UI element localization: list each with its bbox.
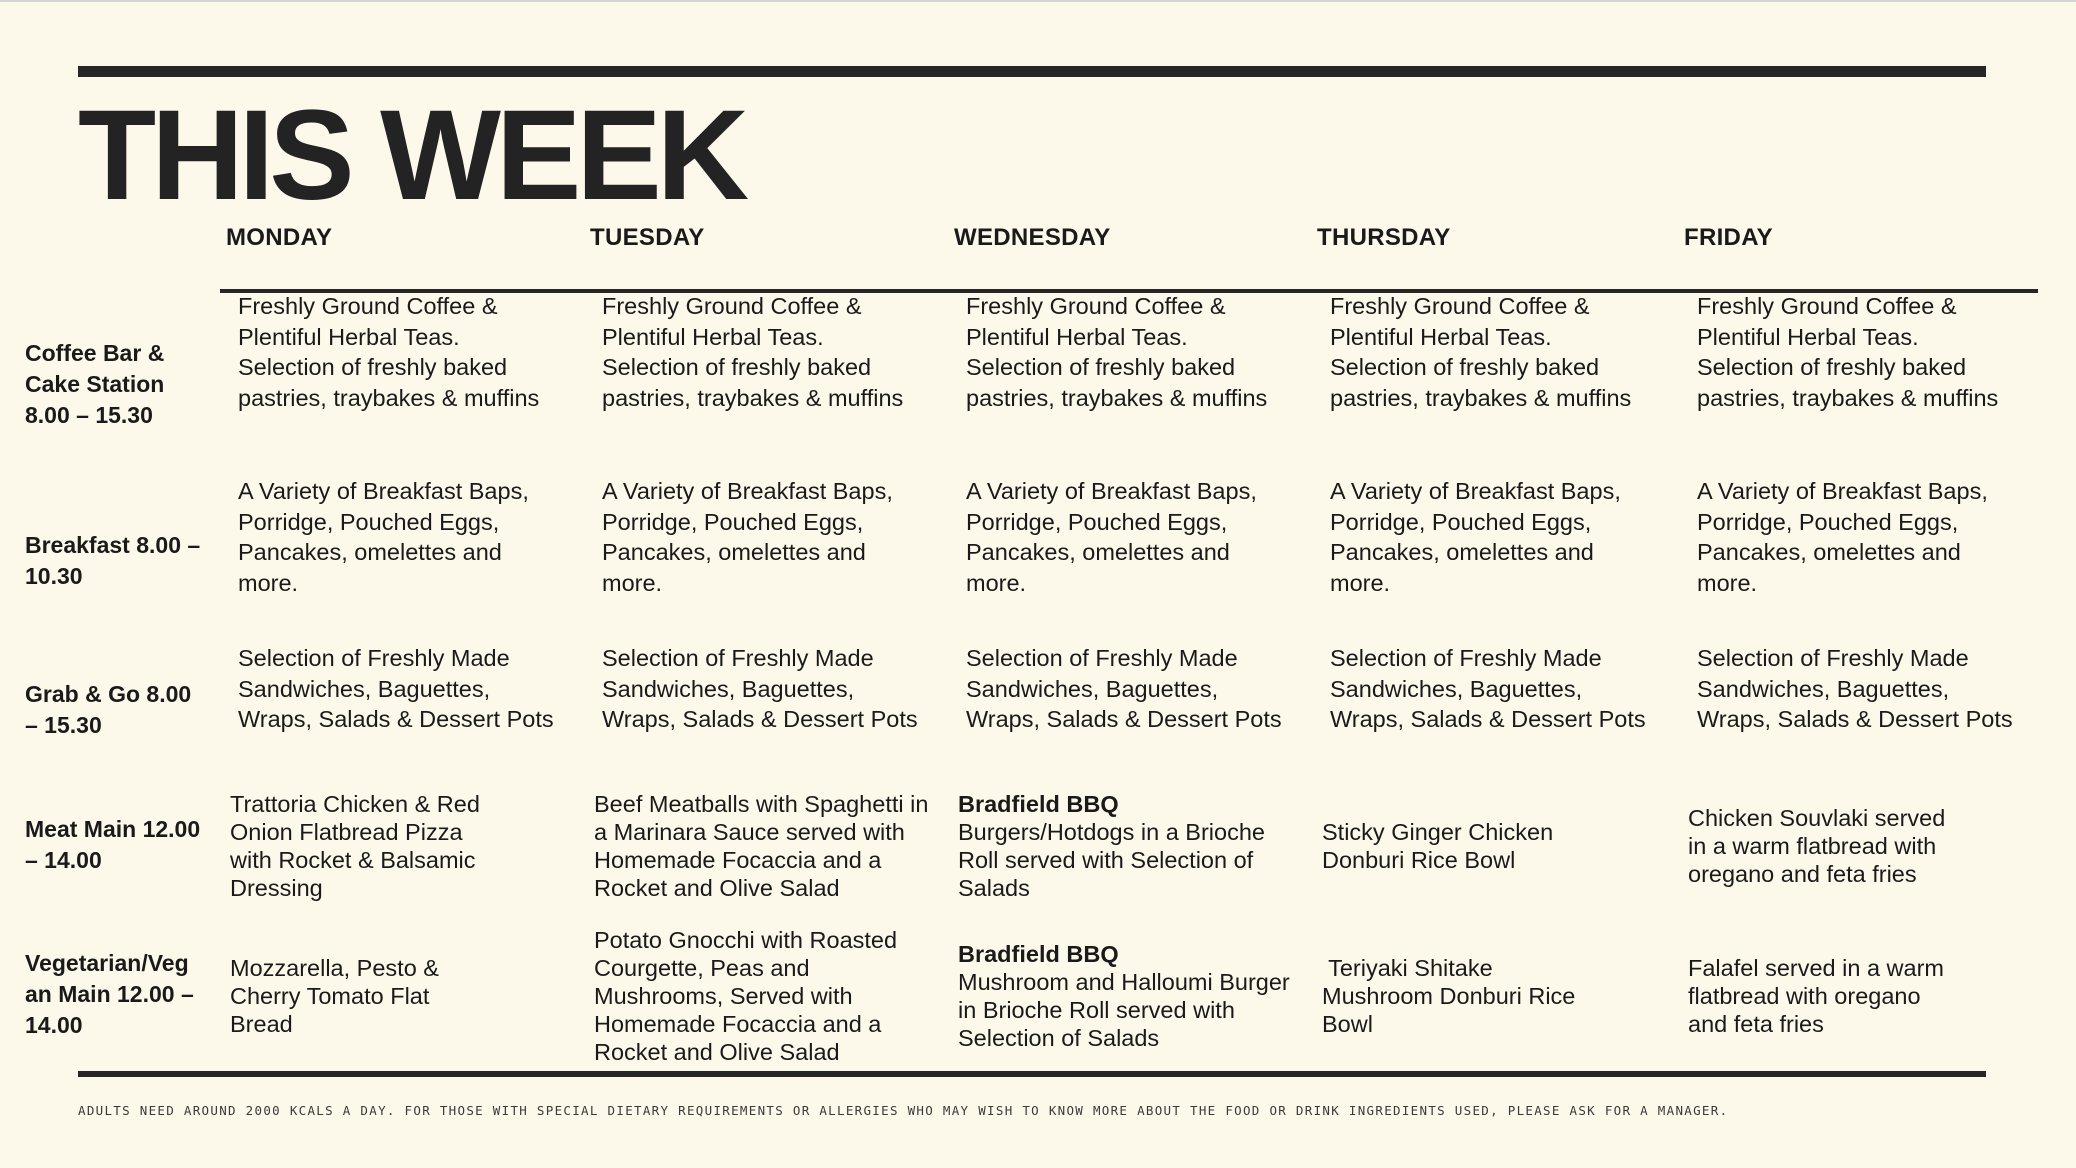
menu-cell-line: pastries, traybakes & muffins: [1697, 384, 1999, 411]
menu-cell-line: Trattoria Chicken & Red: [230, 791, 480, 817]
menu-cell-line: more.: [238, 569, 299, 596]
menu-cell-line: Bowl: [1322, 1011, 1373, 1037]
row-label-line: Meat Main 12.00: [25, 816, 201, 842]
menu-cell-line: Homemade Focaccia and a: [594, 847, 882, 873]
menu-cell-line: and feta fries: [1688, 1011, 1824, 1037]
menu-cell-line: Selection of Freshly Made: [1697, 645, 1969, 671]
row-label-grab-and-go: [25, 679, 225, 741]
menu-cell-grab-monday: [238, 643, 554, 735]
menu-cell-line: Courgette, Peas and: [594, 955, 810, 981]
menu-cell-breakfast-monday: [238, 476, 529, 598]
menu-cell-line: Sticky Ginger Chicken: [1322, 819, 1554, 845]
row-label-coffee: [25, 338, 225, 431]
row-label-meat-main: [25, 814, 225, 876]
menu-cell-line: more.: [966, 569, 1027, 596]
row-label-breakfast: [25, 530, 225, 592]
menu-cell-line: Plentiful Herbal Teas.: [966, 323, 1188, 350]
menu-cell-line: Porridge, Pouched Eggs,: [1697, 508, 1959, 535]
menu-cell-meat-monday: [230, 790, 480, 902]
menu-cell-veg-friday: [1688, 954, 1944, 1038]
menu-cell-line: A Variety of Breakfast Baps,: [966, 478, 1257, 504]
menu-cell-line: Selection of freshly baked: [966, 354, 1236, 380]
menu-cell-line: Burgers/Hotdogs in a Brioche: [958, 819, 1265, 845]
menu-cell-line: pastries, traybakes & muffins: [966, 384, 1268, 411]
menu-cell-line: Dressing: [230, 875, 323, 901]
menu-cell-line: Wraps, Salads & Dessert Pots: [1330, 706, 1646, 732]
menu-cell-line: Roll served with Selection of: [958, 847, 1254, 873]
menu-cell-line: Bread: [230, 1011, 293, 1037]
menu-cell-line: Freshly Ground Coffee &: [238, 293, 498, 319]
menu-cell-line: Selection of Freshly Made: [238, 645, 510, 671]
menu-cell-meat-friday: [1688, 804, 1945, 888]
menu-cell-line: Plentiful Herbal Teas.: [602, 323, 824, 350]
menu-cell-line: Plentiful Herbal Teas.: [1697, 323, 1919, 350]
menu-cell-grab-thursday: [1330, 643, 1646, 735]
menu-cell-meat-wednesday: [958, 790, 1265, 902]
row-label-line: 8.00 – 15.30: [25, 402, 153, 428]
menu-cell-heading: Bradfield BBQ: [958, 791, 1119, 817]
menu-cell-line: Mushrooms, Served with: [594, 983, 853, 1009]
menu-cell-line: Sandwiches, Baguettes,: [1697, 675, 1950, 702]
menu-cell-line: Selection of Freshly Made: [1330, 645, 1602, 671]
menu-cell-line: A Variety of Breakfast Baps,: [1330, 478, 1621, 504]
menu-cell-line: pastries, traybakes & muffins: [1330, 384, 1632, 411]
menu-cell-line: A Variety of Breakfast Baps,: [602, 478, 893, 504]
menu-cell-line: Plentiful Herbal Teas.: [1330, 323, 1552, 350]
menu-cell-line: more.: [1697, 569, 1758, 596]
menu-cell-coffee-tuesday: [602, 291, 903, 413]
menu-cell-line: Porridge, Pouched Eggs,: [966, 508, 1228, 535]
menu-cell-line: Chicken Souvlaki served: [1688, 805, 1946, 831]
menu-cell-line: Selection of Salads: [958, 1025, 1160, 1051]
menu-cell-line: Mozzarella, Pesto &: [230, 955, 439, 981]
menu-cell-grab-friday: [1697, 643, 2013, 735]
menu-cell-line: Teriyaki Shitake: [1322, 955, 1493, 981]
menu-cell-line: Freshly Ground Coffee &: [966, 293, 1226, 319]
menu-cell-line: A Variety of Breakfast Baps,: [1697, 478, 1988, 504]
menu-cell-line: Selection of freshly baked: [602, 354, 872, 380]
menu-cell-grab-wednesday: [966, 643, 1282, 735]
menu-cell-line: Wraps, Salads & Dessert Pots: [238, 706, 554, 732]
day-header-wednesday: WEDNESDAY: [954, 224, 1111, 251]
menu-cell-line: Donburi Rice Bowl: [1322, 847, 1516, 873]
menu-cell-line: Potato Gnocchi with Roasted: [594, 927, 898, 953]
menu-cell-coffee-friday: [1697, 291, 1998, 413]
menu-cell-coffee-wednesday: [966, 291, 1267, 413]
menu-cell-breakfast-tuesday: [602, 476, 893, 598]
menu-cell-line: Selection of freshly baked: [1697, 354, 1967, 380]
menu-cell-line: Porridge, Pouched Eggs,: [602, 508, 864, 535]
menu-cell-line: Sandwiches, Baguettes,: [602, 675, 855, 702]
menu-cell-veg-tuesday: [594, 926, 897, 1066]
menu-cell-line: Pancakes, omelettes and: [602, 539, 866, 565]
menu-cell-meat-tuesday: [594, 790, 928, 902]
allergen-footer-note: ADULTS NEED AROUND 2000 KCALS A DAY. FOR THOSE WITH SPECIAL DIETARY REQUIREMENTS OR ALLERGIES WHO MAY WISH TO KNOW MORE ABOUT THE FOOD OR DRINK INGREDIENTS USED, PLEASE ASK FOR A MANAGER.: [78, 1103, 1729, 1118]
day-header-monday: MONDAY: [226, 224, 333, 251]
row-label-line: an Main 12.00 –: [25, 981, 194, 1007]
menu-cell-line: more.: [602, 569, 663, 596]
menu-cell-line: Sandwiches, Baguettes,: [238, 675, 491, 702]
menu-cell-line: with Rocket & Balsamic: [230, 847, 476, 873]
row-label-line: Grab & Go 8.00: [25, 681, 192, 707]
row-label-line: Coffee Bar &: [25, 340, 165, 366]
menu-cell-line: Porridge, Pouched Eggs,: [1330, 508, 1592, 535]
menu-cell-line: Freshly Ground Coffee &: [1330, 293, 1590, 319]
menu-cell-line: Falafel served in a warm: [1688, 955, 1944, 981]
menu-cell-line: Sandwiches, Baguettes,: [1330, 675, 1583, 702]
menu-cell-line: Selection of freshly baked: [238, 354, 508, 380]
day-header-thursday: THURSDAY: [1317, 224, 1451, 251]
row-label-vegetarian-main: [25, 948, 225, 1041]
menu-cell-veg-thursday: [1322, 954, 1575, 1038]
menu-cell-line: in a warm flatbread with: [1688, 833, 1937, 859]
day-header-friday: FRIDAY: [1684, 224, 1773, 251]
menu-cell-grab-tuesday: [602, 643, 918, 735]
row-label-line: – 15.30: [25, 712, 102, 738]
menu-cell-heading: Bradfield BBQ: [958, 941, 1119, 967]
row-label-line: Cake Station: [25, 371, 165, 397]
menu-cell-coffee-thursday: [1330, 291, 1631, 413]
menu-cell-line: Selection of freshly baked: [1330, 354, 1600, 380]
row-label-line: 10.30: [25, 563, 83, 589]
menu-cell-line: more.: [1330, 569, 1391, 596]
menu-cell-line: Pancakes, omelettes and: [1697, 539, 1961, 565]
menu-cell-line: Wraps, Salads & Dessert Pots: [602, 706, 918, 732]
menu-cell-line: Pancakes, omelettes and: [238, 539, 502, 565]
menu-cell-breakfast-friday: [1697, 476, 1988, 598]
row-label-line: 14.00: [25, 1012, 83, 1038]
menu-cell-line: Rocket and Olive Salad: [594, 1039, 840, 1065]
menu-cell-line: Freshly Ground Coffee &: [602, 293, 862, 319]
menu-cell-line: Rocket and Olive Salad: [594, 875, 840, 901]
menu-cell-line: Wraps, Salads & Dessert Pots: [966, 706, 1282, 732]
menu-cell-line: Cherry Tomato Flat: [230, 983, 430, 1009]
menu-cell-meat-thursday: [1322, 818, 1553, 874]
bottom-rule: [78, 1071, 1986, 1077]
menu-cell-line: A Variety of Breakfast Baps,: [238, 478, 529, 504]
menu-cell-veg-monday: [230, 954, 439, 1038]
page-title: THIS WEEK: [78, 84, 745, 227]
top-rule: [78, 66, 1986, 77]
menu-cell-line: oregano and feta fries: [1688, 861, 1917, 887]
menu-cell-line: pastries, traybakes & muffins: [602, 384, 904, 411]
day-header-tuesday: TUESDAY: [590, 224, 705, 251]
menu-cell-line: Onion Flatbread Pizza: [230, 819, 463, 845]
menu-cell-line: pastries, traybakes & muffins: [238, 384, 540, 411]
top-border: [0, 0, 2076, 2]
menu-cell-line: Selection of Freshly Made: [602, 645, 874, 671]
menu-cell-line: Homemade Focaccia and a: [594, 1011, 882, 1037]
menu-cell-line: flatbread with oregano: [1688, 983, 1921, 1009]
row-label-line: Breakfast 8.00 –: [25, 532, 201, 558]
menu-cell-line: Mushroom Donburi Rice: [1322, 983, 1576, 1009]
menu-cell-line: Salads: [958, 875, 1030, 901]
menu-cell-line: Porridge, Pouched Eggs,: [238, 508, 500, 535]
menu-cell-breakfast-thursday: [1330, 476, 1621, 598]
menu-cell-line: in Brioche Roll served with: [958, 997, 1235, 1023]
row-label-line: – 14.00: [25, 847, 102, 873]
menu-cell-line: Mushroom and Halloumi Burger: [958, 969, 1290, 995]
menu-cell-line: Sandwiches, Baguettes,: [966, 675, 1219, 702]
menu-cell-line: Wraps, Salads & Dessert Pots: [1697, 706, 2013, 732]
menu-cell-breakfast-wednesday: [966, 476, 1257, 598]
menu-cell-line: Freshly Ground Coffee &: [1697, 293, 1957, 319]
menu-cell-line: Selection of Freshly Made: [966, 645, 1238, 671]
menu-cell-veg-wednesday: [958, 940, 1290, 1052]
row-label-line: Vegetarian/Veg: [25, 950, 189, 976]
menu-cell-line: Pancakes, omelettes and: [1330, 539, 1594, 565]
menu-cell-coffee-monday: [238, 291, 539, 413]
menu-cell-line: Plentiful Herbal Teas.: [238, 323, 460, 350]
menu-cell-line: Pancakes, omelettes and: [966, 539, 1230, 565]
menu-cell-line: Beef Meatballs with Spaghetti in: [594, 791, 929, 817]
menu-cell-line: a Marinara Sauce served with: [594, 819, 905, 845]
